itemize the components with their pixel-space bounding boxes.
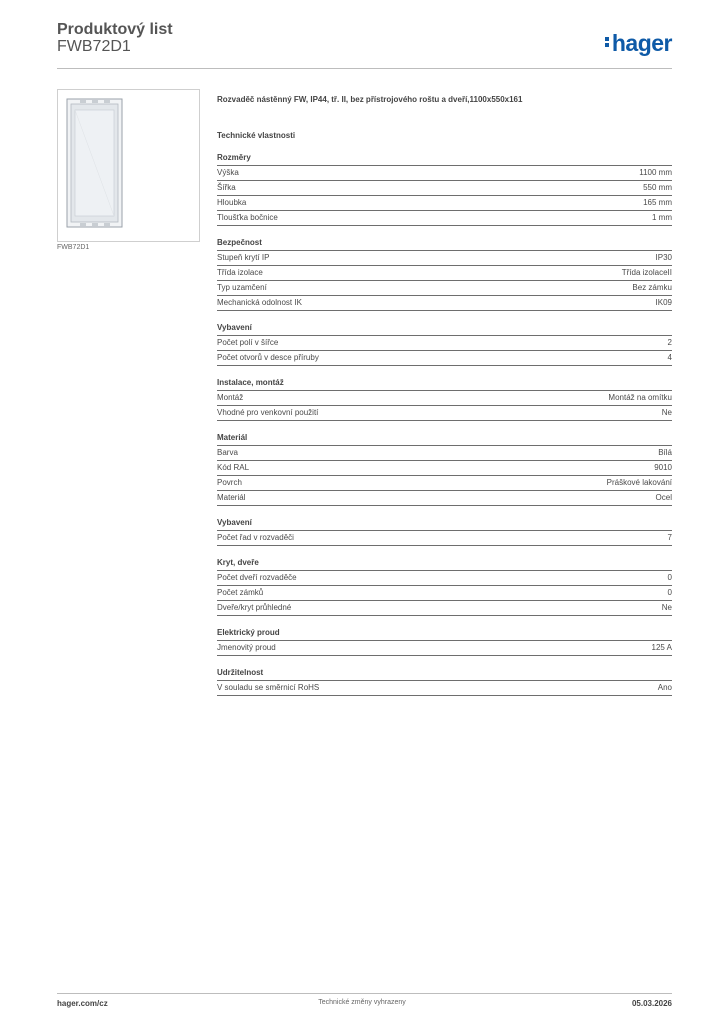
spec-row [217,210,672,226]
product-image-frame [57,89,200,242]
spec-section [217,377,672,421]
cabinet-image [66,98,123,228]
spec-row [217,280,672,295]
spec-value: 0 [667,573,672,582]
section-title: Bezpečnost [217,238,262,247]
spec-section [217,322,672,366]
footer-divider [57,993,672,994]
spec-label: V souladu se směrnicí RoHS [217,683,320,692]
section-title: Vybavení [217,323,252,332]
spec-value: 9010 [654,463,672,472]
spec-value: 0 [667,588,672,597]
section-title: Instalace, montáž [217,378,284,387]
spec-row [217,165,672,180]
spec-section [217,667,672,696]
spec-label: Jmenovitý proud [217,643,276,652]
spec-row [217,350,672,366]
spec-label: Hloubka [217,198,247,207]
spec-label: Počet polí v šířce [217,338,279,347]
spec-value: 125 A [651,643,672,652]
spec-row [217,295,672,311]
spec-value: 1100 mm [639,168,672,177]
spec-table [217,640,672,656]
spec-section [217,152,672,226]
spec-label: Barva [217,448,238,457]
spec-label: Počet řad v rozvaděči [217,533,294,542]
spec-section [217,517,672,546]
spec-value: Ne [661,408,672,417]
spec-value: Montáž na omítku [608,393,672,402]
spec-section [217,432,672,506]
spec-section [217,627,672,656]
section-title: Udržitelnost [217,668,264,677]
spec-value: 2 [667,338,672,347]
spec-table [217,165,672,226]
spec-row [217,530,672,546]
spec-row [217,335,672,350]
product-description: Rozvaděč nástěnný FW, IP44, tř. II, bez přístrojového roštu a dveří,1100x550x161 [217,95,523,104]
spec-label: Kód RAL [217,463,250,472]
spec-table [217,250,672,311]
spec-label: Počet dveří rozvaděče [217,573,297,582]
section-title: Materiál [217,433,248,442]
page-title: Produktový list [57,21,173,38]
spec-label: Montáž [217,393,244,402]
spec-label: Počet otvorů v desce příruby [217,353,319,362]
spec-section [217,557,672,616]
spec-value: Práškové lakování [606,478,672,487]
header-divider [57,68,672,69]
spec-label: Vhodné pro venkovní použití [217,408,319,417]
spec-label: Tloušťka bočnice [217,213,278,222]
spec-label: Šířka [217,183,236,192]
footer-disclaimer: Technické změny vyhrazeny [318,999,406,1006]
spec-table [217,335,672,366]
spec-row [217,265,672,280]
spec-table [217,570,672,616]
spec-table [217,445,672,506]
spec-label: Výška [217,168,239,177]
tech-properties-title: Technické vlastnosti [217,131,296,140]
spec-label: Dveře/kryt průhledné [217,603,292,612]
spec-row [217,405,672,421]
spec-label: Materiál [217,493,246,502]
spec-value: Bílá [658,448,672,457]
spec-table [217,530,672,546]
logo-dots-icon [605,35,610,49]
spec-section [217,237,672,311]
spec-label: Povrch [217,478,242,487]
spec-label: Třída izolace [217,268,263,277]
spec-value: 7 [667,533,672,542]
spec-sections [217,152,672,696]
hager-logo[interactable] [605,30,672,57]
section-title: Vybavení [217,518,252,527]
section-title: Elektrický proud [217,628,280,637]
spec-row [217,250,672,265]
spec-row [217,570,672,585]
spec-value: Ne [661,603,672,612]
spec-value: 550 mm [643,183,672,192]
spec-row [217,680,672,696]
footer-website-link[interactable]: hager.com/cz [57,999,108,1008]
spec-label: Typ uzamčení [217,283,267,292]
product-details [217,95,672,707]
spec-label: Počet zámků [217,588,264,597]
product-image-caption: FWB72D1 [57,244,90,251]
spec-row [217,585,672,600]
spec-table [217,680,672,696]
spec-value: 165 mm [643,198,672,207]
spec-row [217,180,672,195]
spec-row [217,640,672,656]
spec-value: IK09 [655,298,672,307]
logo-text: hager [611,30,672,56]
spec-label: Stupeň krytí IP [217,253,270,262]
spec-value: IP30 [655,253,672,262]
spec-table [217,390,672,421]
spec-value: Bez zámku [632,283,672,292]
spec-row [217,475,672,490]
product-code: FWB72D1 [57,38,131,55]
section-title: Kryt, dveře [217,558,259,567]
spec-value: Ocel [655,493,672,502]
spec-value: Třída izolaceII [621,268,672,277]
spec-row [217,460,672,475]
spec-value: Ano [657,683,672,692]
footer-date: 05.03.2026 [631,999,672,1008]
spec-row [217,490,672,506]
spec-value: 1 mm [652,213,672,222]
section-title: Rozměry [217,153,251,162]
spec-row [217,445,672,460]
spec-row [217,390,672,405]
spec-row [217,195,672,210]
spec-value: 4 [667,353,672,362]
spec-row [217,600,672,616]
spec-label: Mechanická odolnost IK [217,298,302,307]
